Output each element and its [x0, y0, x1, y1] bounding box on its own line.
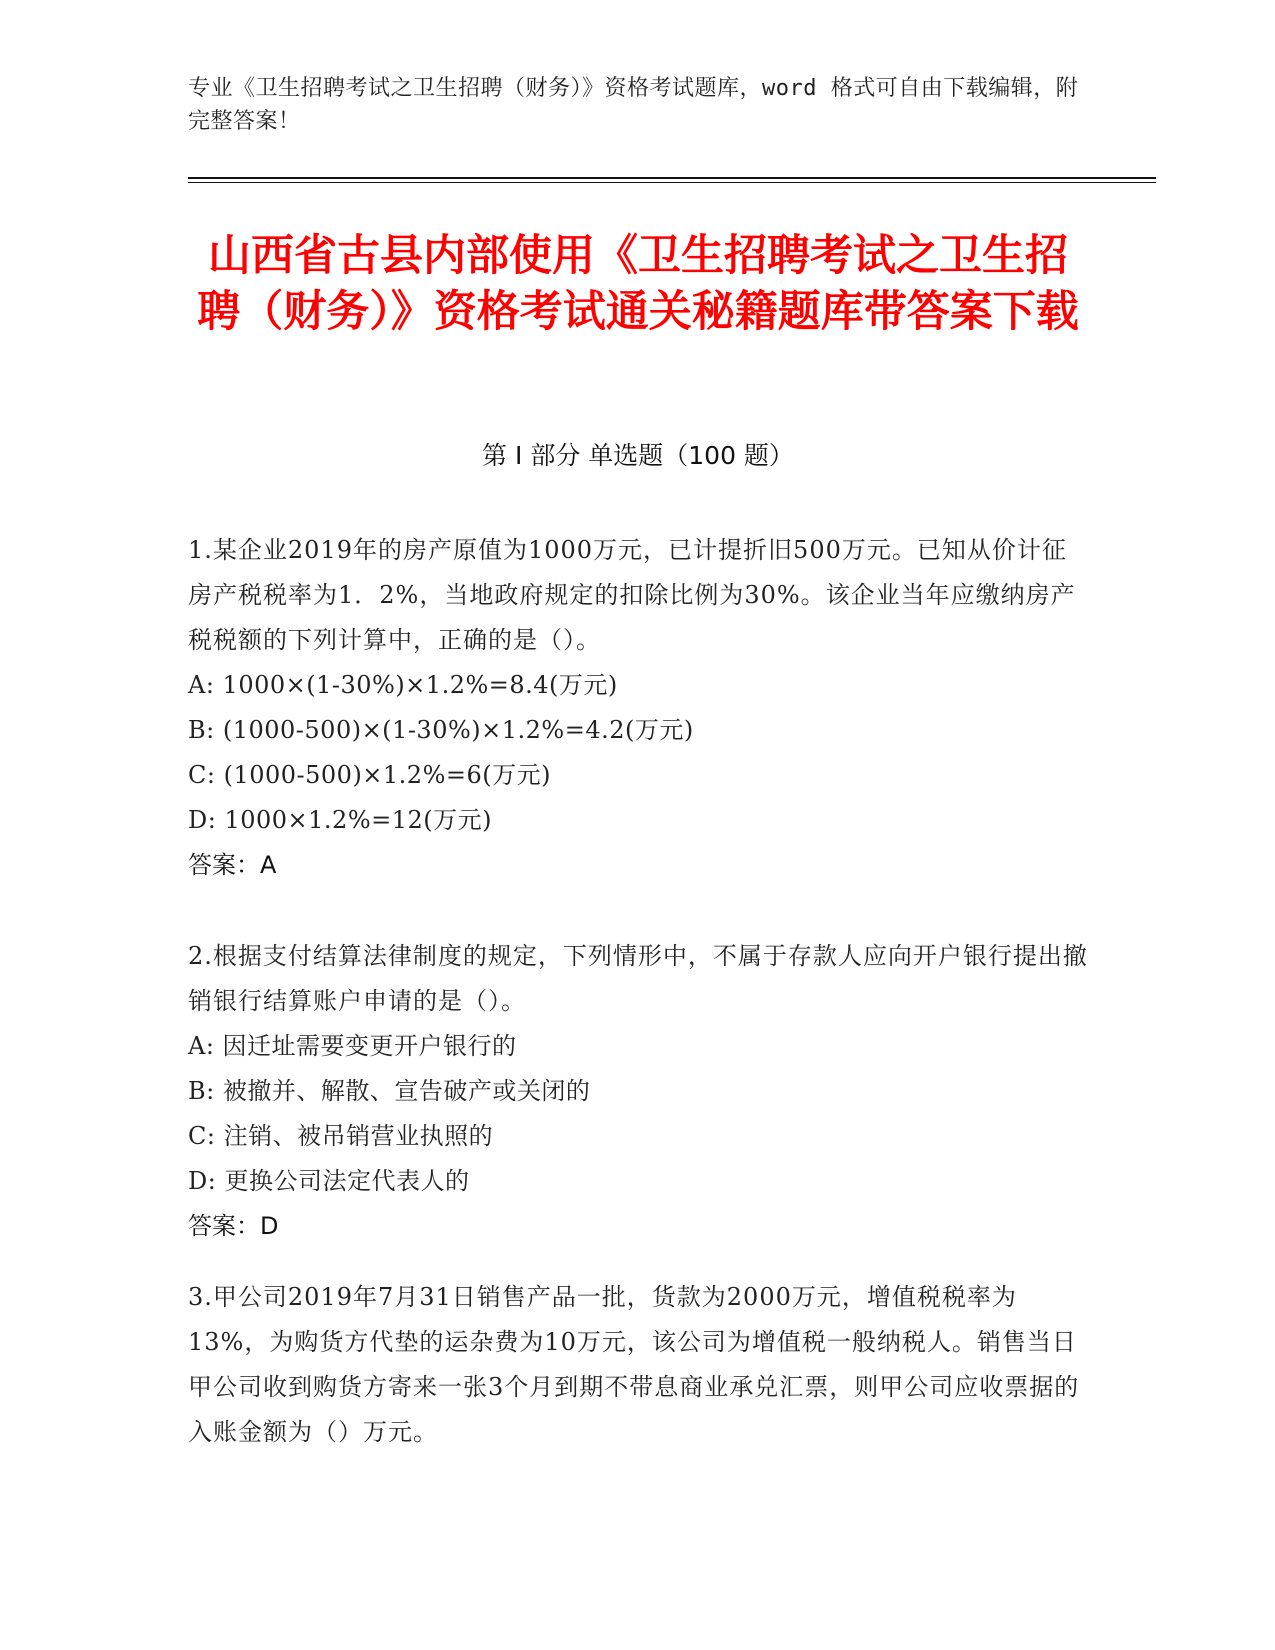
header-note: 专业《卫生招聘考试之卫生招聘（财务）》资格考试题库，word 格式可自由下载编辑，附完整答案！: [188, 76, 1079, 134]
option-d: D: 1000×1.2%=12(万元): [188, 806, 492, 834]
header-divider-thin: [188, 182, 1156, 183]
question-1: [188, 528, 1088, 888]
option-b: B: 被撤并、解散、宣告破产或关闭的: [188, 1077, 591, 1105]
answer: 答案：D: [188, 1212, 279, 1240]
question-stem: 3.甲公司2019年7月31日销售产品一批，货款为2000万元，增值税税率为13%，为购货方代垫的运杂费为10万元，该公司为增值税一般纳税人。销售当日甲公司收到购货方寄来一张3个月到期不带息商业承兑汇票，则甲公司应收票据的入账金额为（）万元。: [188, 1283, 1080, 1446]
document-title: 山西省古县内部使用《卫生招聘考试之卫生招聘（财务）》资格考试通关秘籍题库带答案下载: [197, 231, 1079, 337]
question-3: [188, 1275, 1088, 1455]
question-2: [188, 934, 1088, 1249]
answer: 答案：A: [188, 851, 277, 879]
option-c: C: (1000-500)×1.2%=6(万元): [188, 761, 551, 789]
section-heading: 第 I 部分 单选题（100 题）: [482, 441, 794, 470]
option-c: C: 注销、被吊销营业执照的: [188, 1122, 494, 1150]
option-a: A: 1000×(1-30%)×1.2%=8.4(万元): [188, 671, 618, 699]
option-b: B: (1000-500)×(1-30%)×1.2%=4.2(万元): [188, 716, 694, 744]
header-divider-thick: [188, 177, 1156, 179]
option-a: A: 因迁址需要变更开户银行的: [188, 1032, 517, 1060]
option-d: D: 更换公司法定代表人的: [188, 1167, 470, 1195]
question-stem: 2.根据支付结算法律制度的规定，下列情形中，不属于存款人应向开户银行提出撤销银行结算账户申请的是（）。: [188, 942, 1088, 1015]
question-stem: 1.某企业2019年的房产原值为1000万元，已计提折旧500万元。已知从价计征房产税税率为1．2%，当地政府规定的扣除比例为30%。该企业当年应缴纳房产税税额的下列计算中，正确的是（）。: [188, 536, 1076, 654]
